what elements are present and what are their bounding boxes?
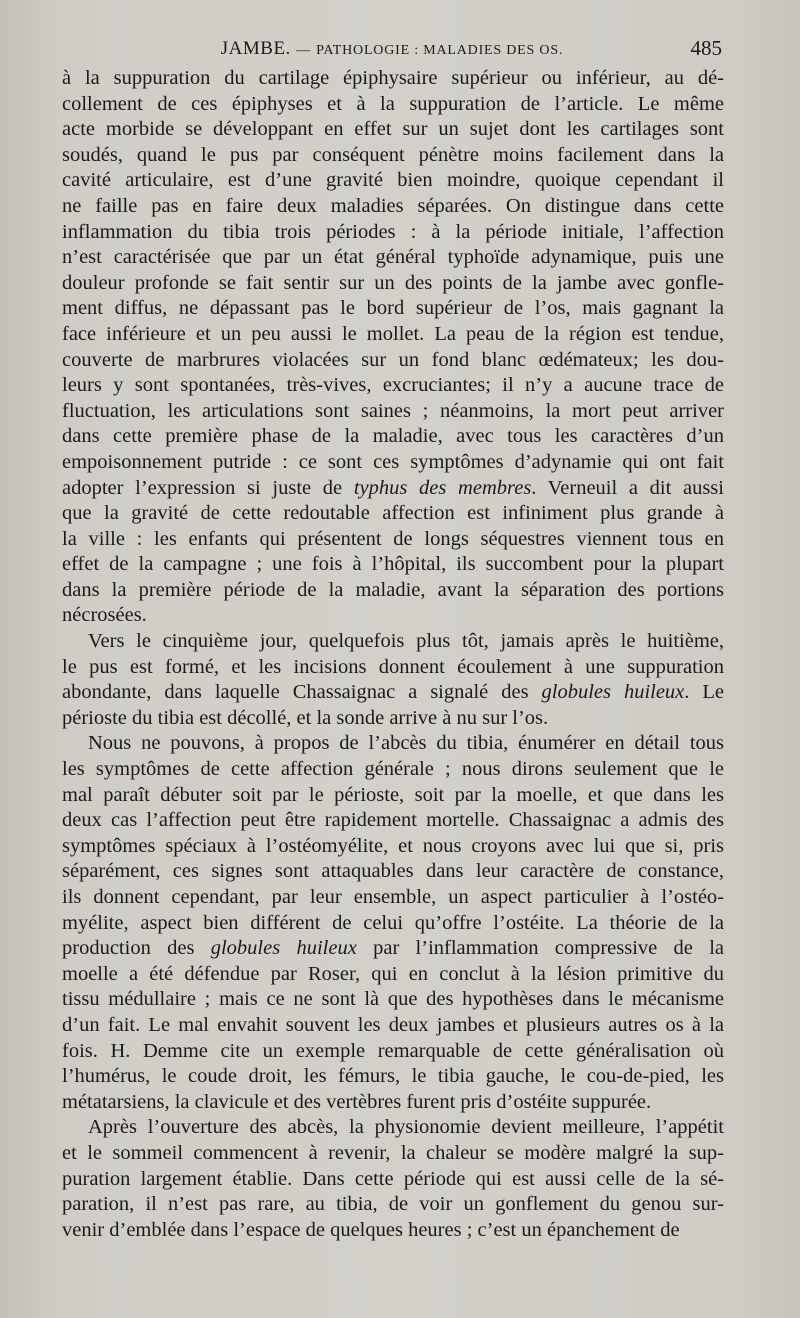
text-line: Vers le cinquième jour, quelquefois plus tôt, jamais après le huitième, <box>88 630 724 653</box>
running-head-section: JAMBE. <box>220 38 291 59</box>
text-line: ne faille pas en faire deux maladies séparées. On distingue dans cette <box>62 194 724 217</box>
paragraph <box>62 1115 724 1243</box>
text-line: production des globules huileux par l’inflammation compressive de la <box>62 937 724 960</box>
running-head-dash: — <box>296 43 311 58</box>
text-line: l’humérus, le coude droit, les fémurs, le tibia gauche, le cou-de-pied, les <box>62 1065 724 1088</box>
text-line: nécrosées. <box>62 604 147 627</box>
text-line: n’est caractérisée que par un état général typhoïde adynamique, puis une <box>62 246 724 269</box>
text-line: deux cas l’affection peut être rapidement mortelle. Chassaignac a admis des <box>62 809 724 832</box>
text-line: effet de la campagne ; une fois à l’hôpital, ils succombent pour la plupart <box>62 553 724 576</box>
paragraph <box>62 66 724 629</box>
text-line: myélite, aspect bien différent de celui qu’offre l’ostéite. La théorie de la <box>62 911 724 934</box>
text-line: dans cette première phase de la maladie, avec tous les caractères d’un <box>62 425 724 448</box>
text-line: inflammation du tibia trois périodes : à la période initiale, l’affection <box>62 220 724 243</box>
text-line: couverte de marbrures violacées sur un fond blanc œdémateux; les dou- <box>62 348 724 371</box>
text-line: cavité articulaire, est d’une gravité bien moindre, quoique cependant il <box>62 169 724 192</box>
text-line: dans la première période de la maladie, avant la séparation des portions <box>62 578 724 601</box>
text-line: leurs y sont spontanées, très-vives, excruciantes; il n’y a aucune trace de <box>62 374 724 397</box>
text-line: venir d’emblée dans l’espace de quelques heures ; c’est un épanchement de <box>62 1218 680 1241</box>
text-line: fluctuation, les articulations sont saines ; néanmoins, la mort peut arriver <box>62 399 724 422</box>
page-number: 485 <box>690 36 722 60</box>
text-line: métatarsiens, la clavicule et des vertèbres furent pris d’ostéite suppurée. <box>62 1090 652 1113</box>
text-line: à la suppuration du cartilage épiphysaire supérieur ou inférieur, au dé- <box>62 67 724 89</box>
running-head-title <box>62 38 722 60</box>
text-line: symptômes spéciaux à l’ostéomyélite, et nous croyons avec lui que si, pris <box>62 834 724 857</box>
text-line: mal paraît débuter soit par le périoste, soit par la moelle, et que dans les <box>62 783 724 806</box>
running-head <box>62 36 722 64</box>
text-line: tissu médullaire ; mais ce ne sont là que des hypothèses dans le mécanisme <box>62 988 724 1011</box>
text-line: acte morbide se développant en effet sur un sujet dont les cartilages sont <box>62 118 724 141</box>
text-line: Après l’ouverture des abcès, la physionomie devient meilleure, l’appétit <box>88 1116 724 1139</box>
text-line: que la gravité de cette redoutable affection est infiniment plus grande à <box>62 502 724 525</box>
running-head-subject: PATHOLOGIE : MALADIES DES OS. <box>316 43 564 58</box>
text-line: adopter l’expression si juste de typhus des membres. Verneuil a dit aussi <box>62 476 724 499</box>
text-line: ils donnent cependant, par leur ensemble, un aspect particulier à l’ostéo- <box>62 886 724 908</box>
text-line: abondante, dans laquelle Chassaignac a signalé des globules huileux. Le <box>62 681 724 704</box>
text-line: collement de ces épiphyses et à la suppuration de l’article. Le même <box>62 92 724 115</box>
paragraph <box>62 629 724 731</box>
text-line: douleur profonde se fait sentir sur un des points de la jambe avec gonfle- <box>62 271 724 294</box>
paragraph <box>62 731 724 1115</box>
text-line: face inférieure et un peu aussi le mollet. La peau de la région est tendue, <box>62 322 724 345</box>
text-line: puration largement établie. Dans cette période qui est aussi celle de la sé- <box>62 1167 724 1190</box>
text-line: moelle a été défendue par Roser, qui en conclut à la lésion primitive du <box>62 962 724 985</box>
text-line: la ville : les enfants qui présentent de longs séquestres viennent tous en <box>62 527 724 550</box>
body-text <box>62 66 724 1243</box>
text-line: d’un fait. Le mal envahit souvent les deux jambes et plusieurs autres os à la <box>62 1013 724 1036</box>
text-line: soudés, quand le pus par conséquent pénètre moins facilement dans la <box>62 143 724 166</box>
text-line: les symptômes de cette affection générale ; nous dirons seulement que le <box>62 758 724 781</box>
text-line: fois. H. Demme cite un exemple remarquable de cette généralisation où <box>62 1039 724 1062</box>
text-line: paration, il n’est pas rare, au tibia, de voir un gonflement du genou sur- <box>62 1193 724 1216</box>
text-line: empoisonnement putride : ce sont ces symptômes d’adynamie qui ont fait <box>62 450 724 473</box>
text-line: Nous ne pouvons, à propos de l’abcès du tibia, énumérer en détail tous <box>88 732 724 755</box>
text-line: séparément, ces signes sont attaquables dans leur caractère de constance, <box>62 860 724 883</box>
text-line: périoste du tibia est décollé, et la sonde arrive à nu sur l’os. <box>62 706 549 729</box>
text-line: et le sommeil commencent à revenir, la chaleur se modère malgré la sup- <box>62 1141 724 1164</box>
text-line: ment diffus, ne dépassant pas le bord supérieur de l’os, mais gagnant la <box>62 297 724 320</box>
text-line: le pus est formé, et les incisions donnent écoulement à une suppuration <box>62 655 724 678</box>
